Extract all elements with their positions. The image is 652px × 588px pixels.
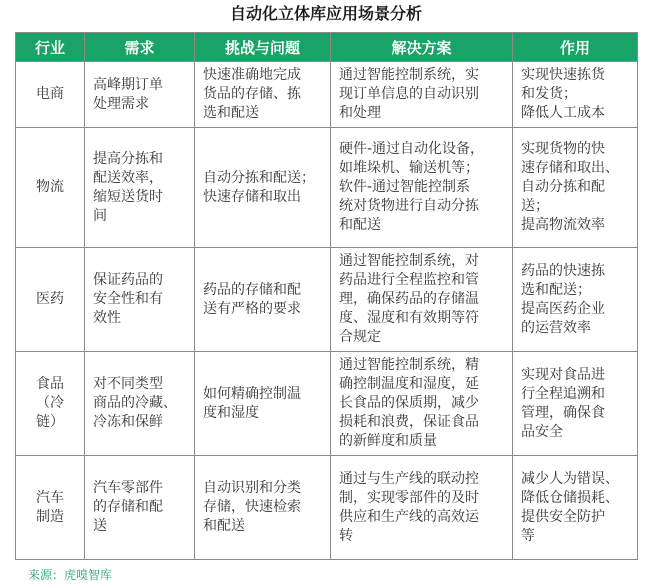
table-row [16,62,638,128]
cell-industry: 食品 （冷 链） [16,352,85,456]
cell-industry: 物流 [16,128,85,248]
cell-solution: 通过与生产线的联动控 制，实现零部件的及时 供应和生产线的高效运 转 [331,456,513,560]
page-title: 自动化立体库应用场景分析 [229,4,422,23]
cell-effect: 实现货物的快 速存储和取出、 自动分拣和配 送； 提高物流效率 [513,128,638,248]
cell-challenge: 如何精确控制温 度和湿度 [195,352,331,456]
header-solution: 解决方案 [331,33,513,62]
cell-challenge: 快速准确地完成 货品的存储、拣 选和配送 [195,62,331,128]
cell-challenge: 药品的存储和配 送有严格的要求 [195,248,331,352]
cell-solution: 通过智能控制系统，实 现订单信息的自动识别 和处理 [331,62,513,128]
scenario-table [15,32,638,560]
cell-demand: 保证药品的 安全性和有 效性 [85,248,195,352]
table-row [16,456,638,560]
cell-challenge: 自动分拣和配送； 快速存储和取出 [195,128,331,248]
source-note: 来源：虎嗅智库 [28,568,113,582]
table-header-row [16,33,638,62]
cell-solution: 通过智能控制系统，精 确控制温度和湿度，延 长食品的保质期，减少 损耗和浪费，保证食品 的新鲜度和质量 [331,352,513,456]
cell-demand: 高峰期订单 处理需求 [85,62,195,128]
cell-effect: 药品的快速拣 选和配送； 提高医药企业 的运营效率 [513,248,638,352]
header-challenge: 挑战与问题 [195,33,331,62]
cell-industry: 汽车 制造 [16,456,85,560]
cell-demand: 汽车零部件 的存储和配 送 [85,456,195,560]
table-row [16,352,638,456]
cell-solution: 硬件-通过自动化设备， 如堆垛机、输送机等； 软件-通过智能控制系 统对货物进行自动分拣 和配送 [331,128,513,248]
cell-effect: 实现对食品进 行全程追溯和 管理，确保食 品安全 [513,352,638,456]
cell-challenge: 自动识别和分类 存储，快速检索 和配送 [195,456,331,560]
table-row [16,248,638,352]
cell-industry: 医药 [16,248,85,352]
cell-effect: 减少人为错误、 降低仓储损耗、 提供安全防护 等 [513,456,638,560]
cell-solution: 通过智能控制系统，对 药品进行全程监控和管 理，确保药品的存储温 度、湿度和有效期等符 合规定 [331,248,513,352]
cell-industry: 电商 [16,62,85,128]
header-industry: 行业 [16,33,85,62]
cell-demand: 提高分拣和 配送效率， 缩短送货时 间 [85,128,195,248]
cell-effect: 实现快速拣货 和发货； 降低人工成本 [513,62,638,128]
table-row [16,128,638,248]
header-effect: 作用 [513,33,638,62]
header-demand: 需求 [85,33,195,62]
cell-demand: 对不同类型 商品的冷藏、 冷冻和保鲜 [85,352,195,456]
